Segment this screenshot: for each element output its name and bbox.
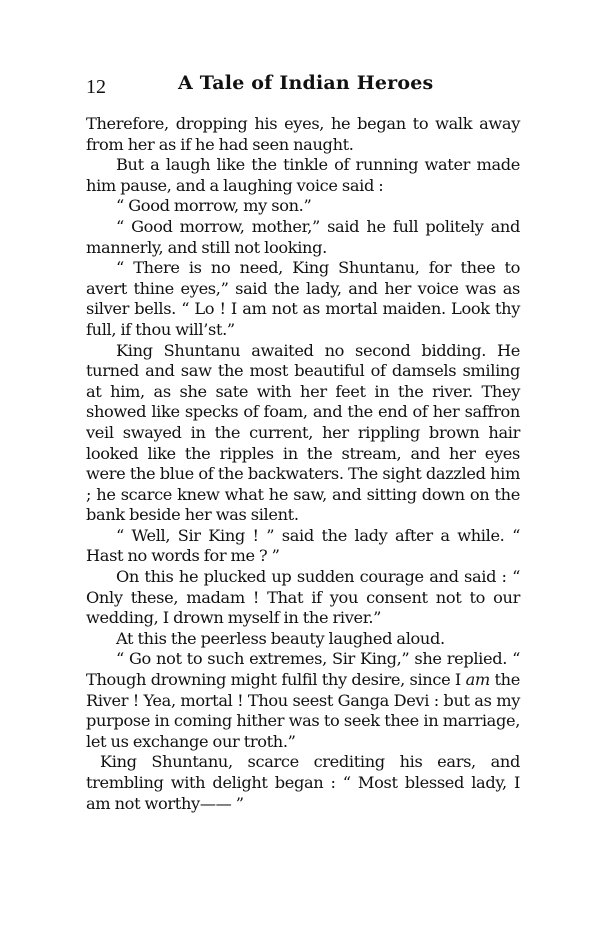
paragraph: King Shuntanu, scarce crediting his ears, and trembling with delight began : “ Most blessed lady, I am not worthy—— ” — [86, 752, 520, 813]
book-page — [86, 68, 520, 814]
body-text — [86, 114, 520, 814]
paragraph: But a laugh like the tinkle of running water made him pause, and a laughing voice said : — [86, 155, 520, 195]
paragraph: At this the peerless beauty laughed aloud. — [116, 628, 445, 648]
paragraph — [86, 649, 520, 752]
emphasis-text: am — [465, 670, 490, 690]
paragraph: King Shuntanu awaited no second bidding. He turned and saw the most beautiful of damsels smiling at him, as she sate with her feet in the river. They showed like specks of foam, and the end of her saffron veil swayed in the current, her rippling brown hair looked like the ripples in the stream, and her eyes were the blue of the backwaters. The sight dazzled him ; he scarce knew what he saw, and sitting down on the bank beside her was silent. — [86, 340, 520, 525]
page-header — [86, 68, 520, 104]
page-number: 12 — [86, 76, 106, 98]
paragraph-text: “ Go not to such extremes, Sir King,” she replied. “ Though drowning might fulfil thy desire, since I — [86, 649, 520, 690]
paragraph: “ Well, Sir King ! ” said the lady after a while. “ Hast no words for me ? ” — [86, 525, 520, 566]
paragraph: “ There is no need, King Shuntanu, for thee to avert thine eyes,” said the lady, and her voice was as silver bells. “ Lo ! I am not as mortal maiden. Look thy full, if thou will’st.” — [86, 258, 520, 339]
paragraph: Therefore, dropping his eyes, he began to walk away from her as if he had seen naught. — [86, 114, 520, 154]
paragraph: “ Good morrow, mother,” said he full politely and mannerly, and still not looking. — [86, 216, 520, 257]
paragraph: On this he plucked up sudden courage and said : “ Only these, madam ! That if you consent not to our wedding, I drown myself in the river.” — [86, 567, 520, 628]
paragraph: “ Good morrow, my son.” — [116, 196, 312, 216]
paragraph-text: the River ! Yea, mortal ! Thou seest Ganga Devi : but as my purpose in coming hither was to seek thee in marriage, let us exchange our troth.” — [86, 670, 520, 751]
running-title: A Tale of Indian Heroes — [178, 72, 434, 94]
